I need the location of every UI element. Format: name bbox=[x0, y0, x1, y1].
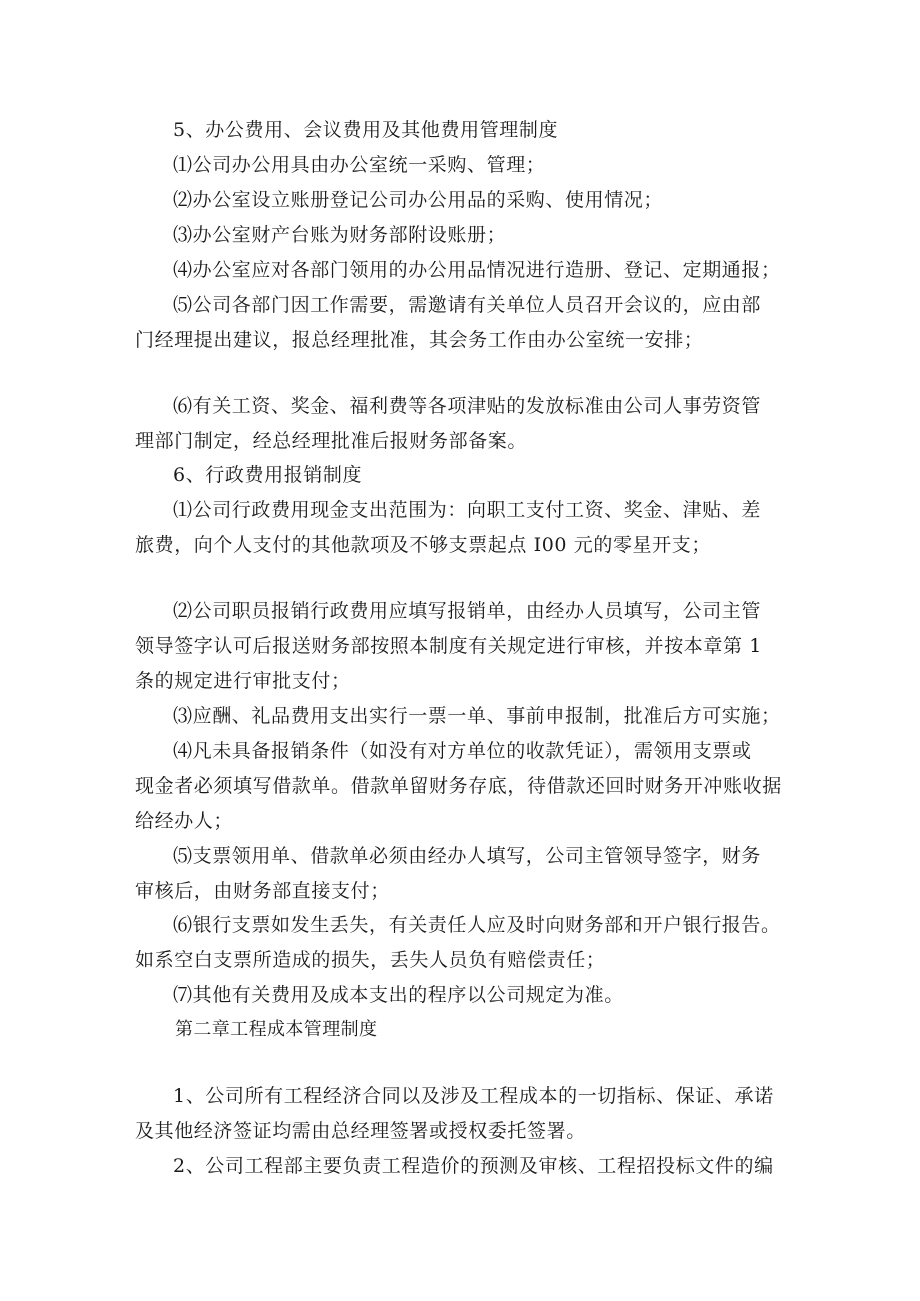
section5-item-3: ⑶办公室财产台账为财务部附设账册； bbox=[173, 224, 507, 246]
section6-item-5-line1: ⑸支票领用单、借款单必须由经办人填写，公司主管领导签字，财务 bbox=[173, 845, 762, 867]
section6-item-2-line2: 领导签字认可后报送财务部按照本制度有关规定进行审核，并按本章第 1 bbox=[135, 635, 762, 657]
section6-item-6-line1: ⑹银行支票如发生丢失，有关责任人应及时向财务部和开户银行报告。 bbox=[173, 914, 781, 936]
section6-item-2-line1: ⑵公司职员报销行政费用应填写报销单，由经办人员填写，公司主管 bbox=[173, 600, 762, 622]
section6-title: 6、行政费用报销制度 bbox=[173, 464, 363, 486]
section5-item-5-line1: ⑸公司各部门因工作需要，需邀请有关单位人员召开会议的，应由部 bbox=[173, 294, 762, 316]
chapter2-item-2-line1: 2、公司工程部主要负责工程造价的预测及审核、工程招投标文件的编 bbox=[173, 1155, 774, 1177]
section5-item-5-line2: 门经理提出建议，报总经理批准，其会务工作由办公室统一安排； bbox=[135, 329, 704, 351]
section5-item-2: ⑵办公室设立账册登记公司办公用品的采购、使用情况； bbox=[173, 189, 664, 211]
section6-item-6-line2: 如系空白支票所造成的损失，丢失人员负有赔偿责任； bbox=[135, 949, 606, 971]
section6-item-7: ⑺其他有关费用及成本支出的程序以公司规定为准。 bbox=[173, 984, 624, 1006]
section5-item-1: ⑴公司办公用具由办公室统一采购、管理； bbox=[173, 154, 546, 176]
section6-item-4-line2: 现金者必须填写借款单。借款单留财务存底，待借款还回时财务开冲账收据 bbox=[135, 775, 782, 797]
section6-item-2-line3: 条的规定进行审批支付； bbox=[135, 670, 351, 692]
section5-item-6-line2: 理部门制定，经总经理批准后报财务部备案。 bbox=[135, 430, 528, 452]
section6-item-1-line2: 旅费，向个人支付的其他款项及不够支票起点 I00 元的零星开支； bbox=[135, 534, 711, 556]
section5-item-4: ⑷办公室应对各部门领用的办公用品情况进行造册、登记、定期通报； bbox=[173, 259, 781, 281]
section5-title: 5、办公费用、会议费用及其他费用管理制度 bbox=[173, 119, 559, 141]
section6-item-1-line1: ⑴公司行政费用现金支出范围为：向职工支付工资、奖金、津贴、差 bbox=[173, 499, 762, 521]
section6-item-4-line3: 给经办人； bbox=[135, 810, 234, 832]
section6-item-5-line2: 审核后，由财务部直接支付； bbox=[135, 880, 390, 902]
chapter2-item-1-line1: 1、公司所有工程经济合同以及涉及工程成本的一切指标、保证、承诺 bbox=[173, 1085, 774, 1107]
section6-item-3: ⑶应酬、礼品费用支出实行一票一单、事前申报制，批准后方可实施； bbox=[173, 705, 781, 727]
section5-item-6-line1: ⑹有关工资、奖金、福利费等各项津贴的发放标准由公司人事劳资管 bbox=[173, 395, 762, 417]
chapter2-title: 第二章工程成本管理制度 bbox=[175, 1019, 378, 1040]
chapter2-item-1-line2: 及其他经济签证均需由总经理签署或授权委托签署。 bbox=[135, 1120, 586, 1142]
section6-item-4-line1: ⑷凡未具备报销条件（如没有对方单位的收款凭证），需领用支票或 bbox=[173, 740, 752, 762]
